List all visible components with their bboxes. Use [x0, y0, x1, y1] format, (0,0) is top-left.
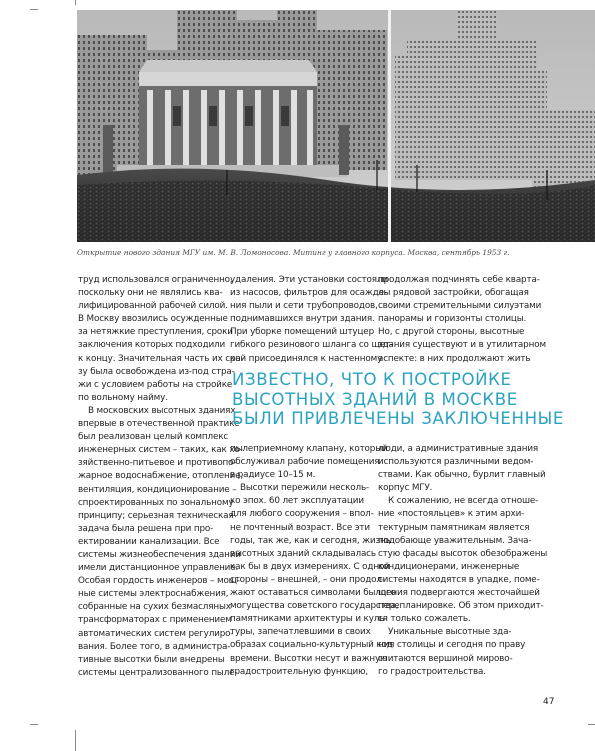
text-line: имели дистанционное управление.: [78, 563, 239, 574]
text-line: своими стремительными силуэтами: [378, 301, 542, 312]
photo-moscow-state-university: [77, 10, 595, 242]
text-line: люди, а административные здания: [378, 444, 539, 454]
text-line: здания существуют и в утилитарном: [378, 340, 546, 351]
paragraph: [230, 443, 388, 482]
text-line: К сожалению, не всегда отноше-: [388, 496, 539, 507]
text-line: считаются вершиной мирово-: [378, 653, 513, 664]
text-line: принципу; серьезная техническая: [78, 510, 234, 521]
text-line: аспекте: в них продолжают жить: [378, 353, 531, 364]
paragraph: [378, 626, 524, 678]
text-line: корпус МГУ.: [378, 483, 433, 494]
crop-mark: [30, 724, 38, 725]
paragraph: [78, 405, 244, 680]
text-line: стороны – внешней, – они продол-: [230, 574, 385, 585]
text-line: Особая гордость инженеров – мощ-: [78, 576, 240, 587]
text-line: для любого сооружения – впол-: [230, 509, 374, 520]
text-line: впервые в отечественной практике: [78, 419, 240, 430]
page-gutter: [388, 10, 391, 242]
text-line: туры, запечатлевшими в своих: [230, 627, 371, 638]
pull-quote-line: ИЗВЕСТНО, ЧТО К ПОСТРОЙКЕ: [232, 370, 512, 389]
text-line: панорамы и горизонты столицы.: [378, 314, 527, 325]
text-line: кой присоединялся к настенному: [230, 353, 383, 364]
text-line: поднимавшихся внутри здания.: [230, 314, 375, 325]
text-line: тивные высотки были внедрены: [78, 654, 225, 665]
text-line: трансформаторах с применением: [78, 615, 232, 626]
text-line: системы централизованного пыле-: [78, 667, 238, 678]
paragraph: [230, 274, 393, 366]
text-line: ствами. Как обычно, бурлит главный: [378, 470, 546, 481]
text-line: тектурным памятникам является: [378, 522, 530, 533]
text-line: го градостроительства.: [378, 666, 486, 677]
text-line: используются различными ведом-: [378, 457, 534, 468]
text-line: по вольному найму.: [78, 392, 168, 403]
text-line: подобающе уважительным. Зача-: [378, 535, 532, 546]
text-line: продолжая подчинять себе кварта-: [378, 275, 540, 285]
paragraph: [78, 274, 244, 405]
text-line: как бы в двух измерениях. С одной: [230, 561, 390, 572]
text-column-2-top: [230, 274, 393, 366]
text-line: ся только сожалеть.: [378, 614, 471, 625]
paragraph: [378, 443, 546, 495]
text-line: жают оставаться символами былого: [230, 588, 396, 599]
text-line: времени. Высотки несут и важную: [230, 653, 388, 664]
text-line: задача была решена при про-: [78, 523, 214, 534]
paragraph: [230, 482, 399, 678]
photo-illustration: [77, 10, 595, 242]
text-line: обслуживал рабочие помещения: [230, 457, 380, 468]
text-line: гибкого резинового шланга со щет-: [230, 340, 393, 351]
text-line: щения подвергаются жесточайшей: [378, 588, 540, 599]
text-line: труд использовался ограниченно,: [78, 275, 233, 285]
text-line: ко эпох. 60 лет эксплуатации: [230, 496, 364, 507]
text-line: собранные на сухих безмасляных: [78, 602, 231, 613]
text-line: к концу. Значительная часть их сра-: [78, 353, 244, 364]
text-line: жи с условием работы на стройке: [78, 379, 233, 390]
text-line: лы рядовой застройки, обогащая: [378, 288, 529, 299]
text-line: спроектированных по зональному: [78, 497, 234, 508]
pull-quote-line: БЫЛИ ПРИВЛЕЧЕНЫ ЗАКЛЮЧЕННЫЕ: [232, 409, 564, 428]
page-number: 47: [543, 697, 555, 707]
crop-mark: [75, 730, 76, 751]
text-line: ния столицы и сегодня по праву: [378, 640, 526, 651]
text-line: стую фасады высоток обезображены: [378, 548, 548, 559]
text-line: автоматических систем регулиро-: [78, 628, 234, 639]
text-line: памятниками архитектуры и куль-: [230, 614, 388, 625]
text-line: зу была освобождена из-под стра-: [78, 366, 235, 377]
text-line: за нетяжкие преступления, сроки: [78, 327, 233, 338]
text-column-3-top: [378, 274, 546, 366]
text-line: в радиусе 10–15 м.: [230, 470, 316, 481]
text-line: Высотки пережили несколь-: [240, 483, 370, 494]
text-line: кондиционерами, инженерные: [378, 561, 520, 572]
text-line: высотных зданий складывалась: [230, 548, 376, 559]
crop-mark: [588, 724, 595, 725]
paragraph: [378, 274, 546, 366]
text-line: В Москву ввозились осужденные: [78, 314, 228, 325]
text-line: При уборке помещений штуцер: [230, 327, 375, 338]
text-line: системы находятся в упадке, поме-: [378, 574, 540, 585]
text-line: вания. Более того, в администра-: [78, 641, 231, 652]
text-line: удаления. Эти установки состояли: [230, 275, 388, 285]
text-line: из насосов, фильтров для осажде-: [230, 288, 387, 299]
text-line: лифицированной рабочей силой.: [78, 301, 228, 312]
text-column-2-bottom: [230, 443, 399, 679]
text-line: ные системы электроснабжения,: [78, 589, 229, 600]
text-line: ние «постояльцев» к этим архи-: [378, 509, 525, 520]
text-line: могущества советского государства,: [230, 601, 399, 612]
paragraph: [378, 495, 548, 626]
text-line: образах социально-культурный код: [230, 640, 393, 651]
crop-mark: [30, 9, 38, 10]
text-line: пылеприемному клапану, который: [230, 444, 388, 454]
text-column-1: [78, 274, 244, 680]
text-line: жарное водоснабжение, отопление,: [78, 471, 244, 482]
text-line: перепланировке. Об этом приходит-: [378, 601, 544, 612]
pull-quote-line: ВЫСОТНЫХ ЗДАНИЙ В МОСКВЕ: [232, 389, 518, 409]
pull-quote: [232, 370, 572, 429]
text-line: ния пыли и сети трубопроводов,: [230, 301, 378, 312]
text-line: зяйственно-питьевое и противопо-: [78, 458, 237, 469]
text-line: градостроительную функцию,: [230, 666, 369, 677]
text-line: инженерных систем – таких, как хо-: [78, 445, 243, 456]
text-line: был реализован целый комплекс: [78, 432, 229, 443]
text-line: В московских высотных зданиях: [88, 405, 236, 416]
crop-mark: [75, 0, 76, 5]
text-line: Уникальные высотные зда-: [388, 627, 512, 638]
text-line: ектировании канализации. Все: [78, 536, 220, 547]
text-line: годы, так же, как и сегодня, жизнь: [230, 535, 391, 546]
text-line: Но, с другой стороны, высотные: [378, 327, 525, 338]
text-line: системы жизнеобеспечения зданий: [78, 549, 241, 560]
photo-caption: Открытие нового здания МГУ им. М. В. Ломоносова. Митинг у главного корпуса. Москва, сентябрь 1953 г.: [77, 248, 510, 257]
text-line: заключения которых подходили: [78, 340, 226, 351]
text-line: вентиляция, кондиционирование –: [78, 484, 237, 495]
text-line: поскольку они не являлись ква-: [78, 288, 223, 299]
text-line: не почтенный возраст. Все эти: [230, 522, 370, 533]
text-column-3-bottom: [378, 443, 548, 679]
